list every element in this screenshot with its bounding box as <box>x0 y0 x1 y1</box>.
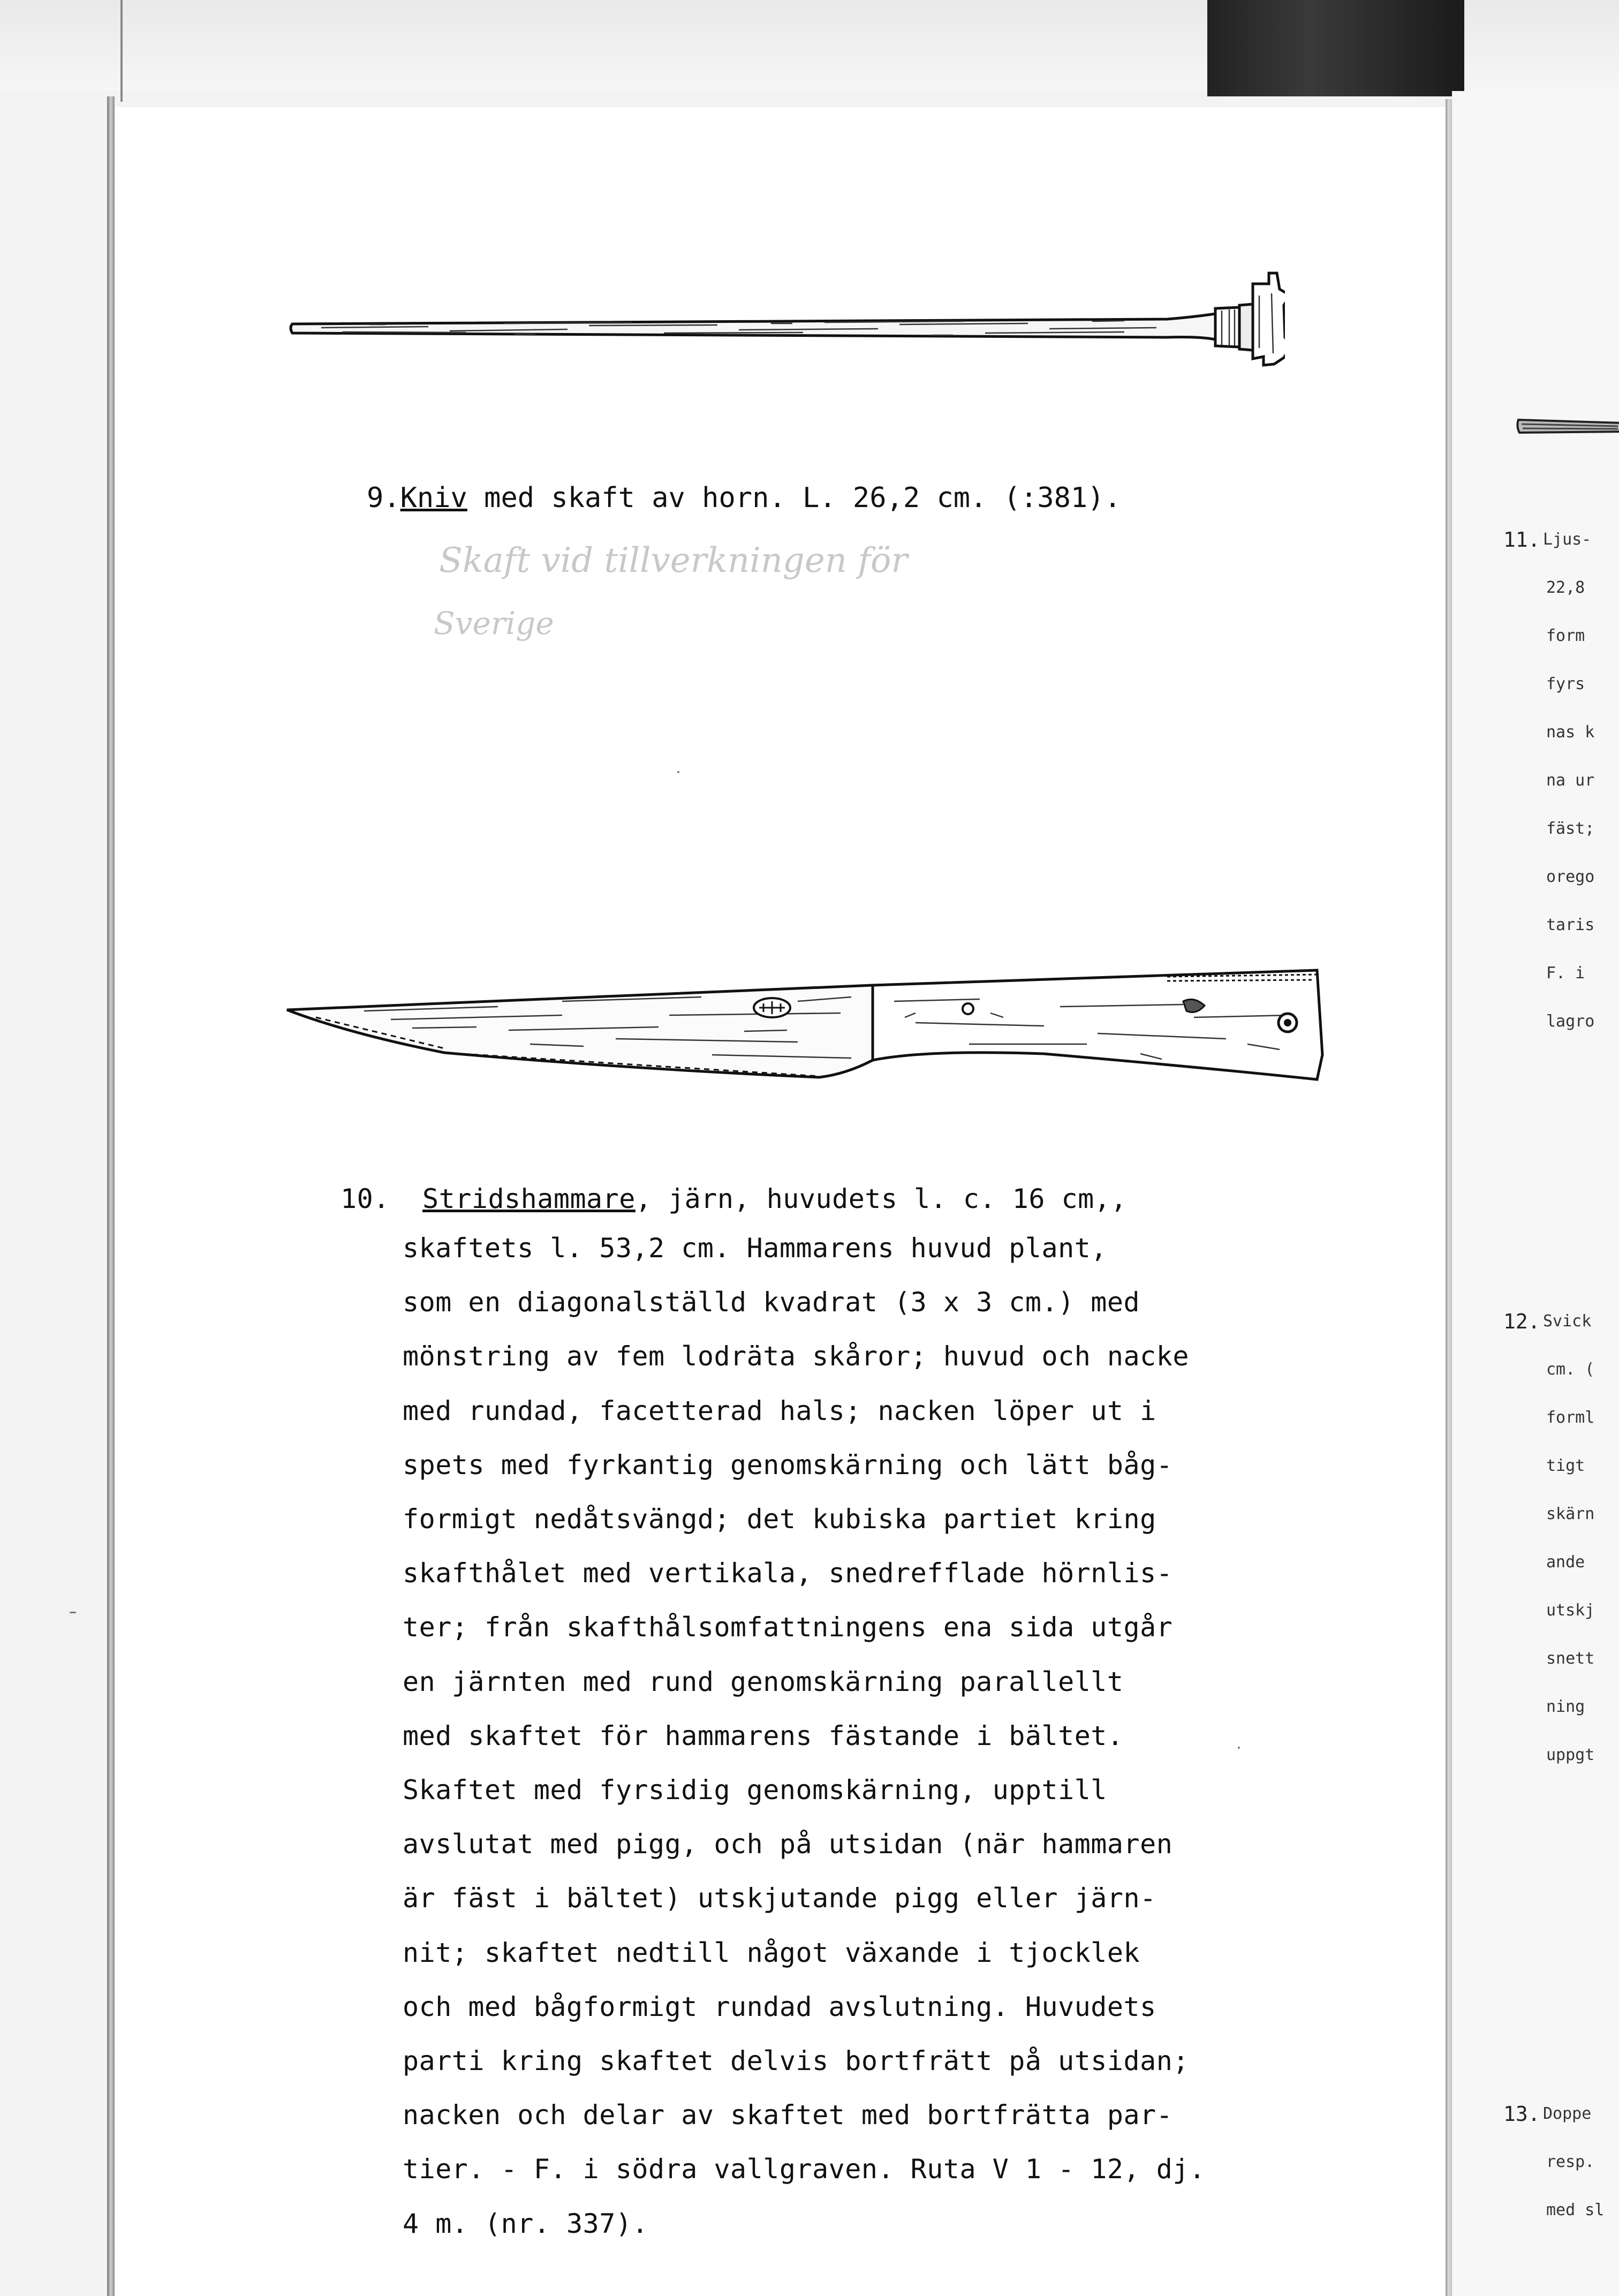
neighbor-text-fragment: taris <box>1546 916 1595 934</box>
blade-drawing <box>284 964 1333 1103</box>
item10-number: 10. <box>341 1183 390 1214</box>
neighbor-text-fragment: Doppe <box>1543 2104 1592 2123</box>
neighbor-text-fragment: utskj <box>1546 1601 1595 1620</box>
item10-body-line: en järnten med rund genomskärning parallellt <box>403 1666 1124 1697</box>
item9-number: 9. <box>367 482 400 514</box>
item9-description: med skaft av horn. L. 26,2 cm. (:381). <box>467 482 1121 514</box>
neighbor-text-fragment: uppgt <box>1546 1746 1595 1764</box>
neighbor-text-fragment: ande <box>1546 1553 1585 1572</box>
item10-body-line: Skaftet med fyrsidig genomskärning, upptill <box>403 1774 1107 1806</box>
neighbor-text-fragment: orego <box>1546 867 1595 886</box>
neighbor-item-number: 11. <box>1503 528 1540 552</box>
margin-mark <box>70 1612 76 1613</box>
neighbor-text-fragment: nas k <box>1546 723 1595 742</box>
neighbor-text-fragment: snett <box>1546 1649 1595 1668</box>
neighbor-text-fragment: cm. ( <box>1546 1360 1595 1379</box>
item10-body-line: nacken och delar av skaftet med bortfrätta par- <box>403 2099 1173 2131</box>
neighbor-text-fragment: forml <box>1546 1408 1595 1427</box>
neighbor-text-fragment: Ljus- <box>1543 530 1592 549</box>
neighbor-item-number: 13. <box>1503 2102 1540 2126</box>
item10-body-line: med skaftet för hammarens fästande i bältet. <box>403 1720 1124 1751</box>
item10-body-line: spets med fyrkantig genomskärning och lätt båg- <box>403 1449 1173 1481</box>
pencil-note-line1: Skaft vid tillverkningen för <box>439 541 908 580</box>
item10-body-line: är fäst i bältet) utskjutande pigg eller järn- <box>403 1883 1156 1914</box>
neighbor-text-fragment: med sl <box>1546 2201 1605 2219</box>
speck <box>677 771 679 773</box>
neighbor-text-fragment: ning <box>1546 1697 1585 1716</box>
item10-body-line: med rundad, facetterad hals; nacken löper ut i <box>403 1395 1156 1426</box>
item10-body-line: som en diagonalställd kvadrat (3 x 3 cm.) med <box>403 1287 1140 1318</box>
neighbor-text-fragment: tigt <box>1546 1456 1585 1475</box>
neighbor-text-fragment: F. i <box>1546 964 1585 983</box>
item10-body-line: nit; skaftet nedtill något växande i tjocklek <box>403 1937 1140 1968</box>
page-left-edge <box>107 96 115 2296</box>
item10-body-line: tier. - F. i södra vallgraven. Ruta V 1 - 12, dj. <box>403 2154 1206 2185</box>
scan-edge-mark <box>120 0 123 102</box>
item10-name: Stridshammare <box>422 1183 636 1214</box>
item10-body-line: formigt nedåtsvängd; det kubiska partiet kring <box>403 1504 1156 1535</box>
item10-body-line: ter; från skafthålsomfattningens ena sida utgår <box>403 1612 1173 1643</box>
item10-line1-rest: , järn, huvudets l. c. 16 cm,, <box>635 1183 1127 1214</box>
item10-body-line: skafthålet med vertikala, snedrefflade hörnlis- <box>403 1558 1173 1589</box>
item10-body-line: avslutat med pigg, och på utsidan (när hammaren <box>403 1829 1173 1860</box>
item9-name: Kniv <box>400 482 467 514</box>
item9-caption <box>367 482 1121 514</box>
speck <box>1238 1747 1240 1749</box>
neighbor-text-fragment: fyrs <box>1546 675 1585 693</box>
item10-body-line: parti kring skaftet delvis bortfrätt på utsidan; <box>403 2045 1189 2076</box>
item10-body-line: mönstring av fem lodräta skåror; huvud och nacke <box>403 1341 1189 1372</box>
neighbor-text-fragment: na ur <box>1546 771 1595 790</box>
item10-body-line: skaftets l. 53,2 cm. Hammarens huvud plant, <box>403 1233 1107 1264</box>
item10-line-1 <box>341 1183 1127 1214</box>
item10-body-line: 4 m. (nr. 337). <box>403 2208 649 2239</box>
neighbor-artifact-drawing <box>1516 412 1619 438</box>
knife-drawing <box>289 268 1285 375</box>
neighbor-text-fragment: Svick <box>1543 1312 1592 1331</box>
neighbor-page <box>1452 91 1619 2296</box>
page-right-edge <box>1446 99 1452 2296</box>
pencil-note-line2: Sverige <box>434 605 554 641</box>
neighbor-text-fragment: form <box>1546 626 1585 645</box>
neighbor-text-fragment: 22,8 <box>1546 578 1585 597</box>
neighbor-text-fragment: resp. <box>1546 2152 1595 2171</box>
neighbor-text-fragment: skärn <box>1546 1505 1595 1523</box>
neighbor-item-number: 12. <box>1503 1310 1540 1333</box>
neighbor-text-fragment: fäst; <box>1546 819 1595 838</box>
neighbor-text-fragment: lagro <box>1546 1012 1595 1031</box>
scan-dark-region <box>1207 0 1464 96</box>
item10-body-line: och med bågformigt rundad avslutning. Huvudets <box>403 1991 1156 2022</box>
